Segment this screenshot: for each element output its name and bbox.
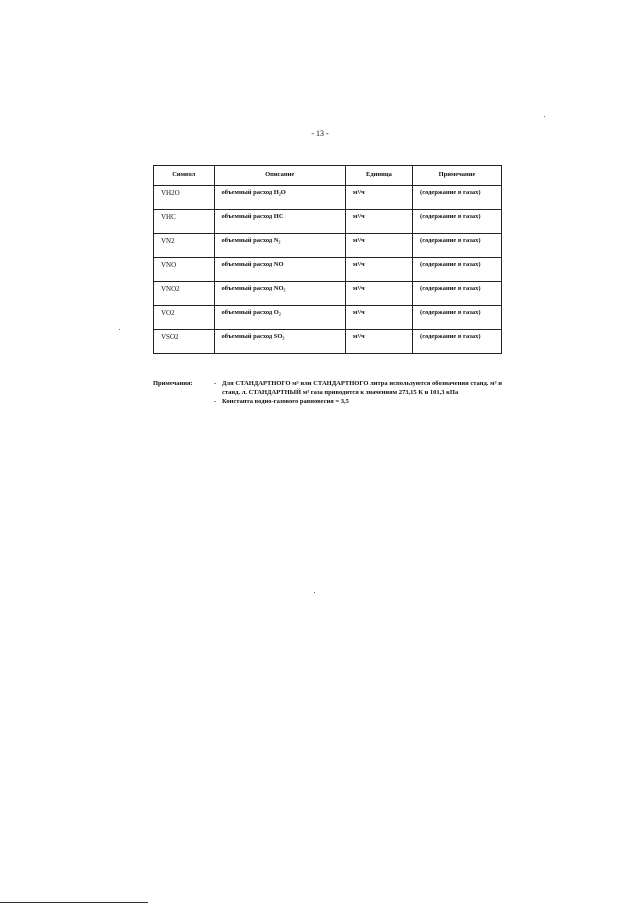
cell-unit: м³/ч [345, 282, 412, 306]
cell-symbol: VHC [154, 210, 215, 234]
cell-note: (содержание в газах) [413, 210, 502, 234]
cell-symbol: VN2 [154, 234, 215, 258]
cell-unit: м³/ч [345, 306, 412, 330]
note-text: Константа водно-газового равновесия = 3,5 [222, 397, 349, 405]
cell-symbol: VNO [154, 258, 215, 282]
cell-description: объемный расход O₂ [214, 306, 345, 330]
header-description: Описание [214, 166, 345, 186]
cell-unit: м³/ч [345, 210, 412, 234]
table-row [154, 330, 502, 354]
cell-note: (содержание в газах) [413, 234, 502, 258]
bottom-rule [0, 902, 148, 903]
table-row [154, 234, 502, 258]
cell-description: объемный расход NO₂ [214, 282, 345, 306]
cell-note: (содержание в газах) [413, 186, 502, 210]
cell-description: объемный расход NO [214, 258, 345, 282]
notes-label: Примечания: [153, 380, 193, 387]
cell-unit: м³/ч [345, 258, 412, 282]
cell-description: объемный расход HC [214, 210, 345, 234]
table-row [154, 306, 502, 330]
cell-unit: м³/ч [345, 330, 412, 354]
note-bullet: - [214, 380, 217, 387]
note-bullet: - [214, 397, 217, 405]
scan-speck [544, 116, 545, 117]
cell-unit: м³/ч [345, 186, 412, 210]
scan-speck [314, 592, 315, 593]
table-row [154, 210, 502, 234]
note-item [153, 380, 502, 398]
cell-description: объемный расход N₂ [214, 234, 345, 258]
header-symbol: Символ [154, 166, 215, 186]
note-text: Для СТАНДАРТНОГО м³ или СТАНДАРТНОГО литра используются обозначения станд. м³ и станд. л. СТАНДАРТНЫЙ м³ газа приводится к значениям 273,15 К и 101,3 кПа [222, 380, 502, 396]
cell-description: объемный расход H₂O [214, 186, 345, 210]
cell-note: (содержание в газах) [413, 330, 502, 354]
table-row [154, 258, 502, 282]
header-unit: Единица [345, 166, 412, 186]
cell-description: объемный расход SO₂ [214, 330, 345, 354]
cell-symbol: VO2 [154, 306, 215, 330]
symbols-table [153, 165, 502, 354]
cell-symbol: VSO2 [154, 330, 215, 354]
cell-symbol: VH2O [154, 186, 215, 210]
cell-unit: м³/ч [345, 234, 412, 258]
cell-note: (содержание в газах) [413, 282, 502, 306]
notes-label-spacer [153, 398, 214, 407]
cell-note: (содержание в газах) [413, 306, 502, 330]
cell-note: (содержание в газах) [413, 258, 502, 282]
scan-speck [119, 329, 120, 330]
table-row [154, 186, 502, 210]
header-note: Примечание [413, 166, 502, 186]
table-header-row [154, 166, 502, 186]
table-row [154, 282, 502, 306]
notes-section [153, 380, 502, 406]
page-number: - 13 - [311, 129, 329, 138]
note-item [153, 398, 502, 407]
cell-symbol: VNO2 [154, 282, 215, 306]
